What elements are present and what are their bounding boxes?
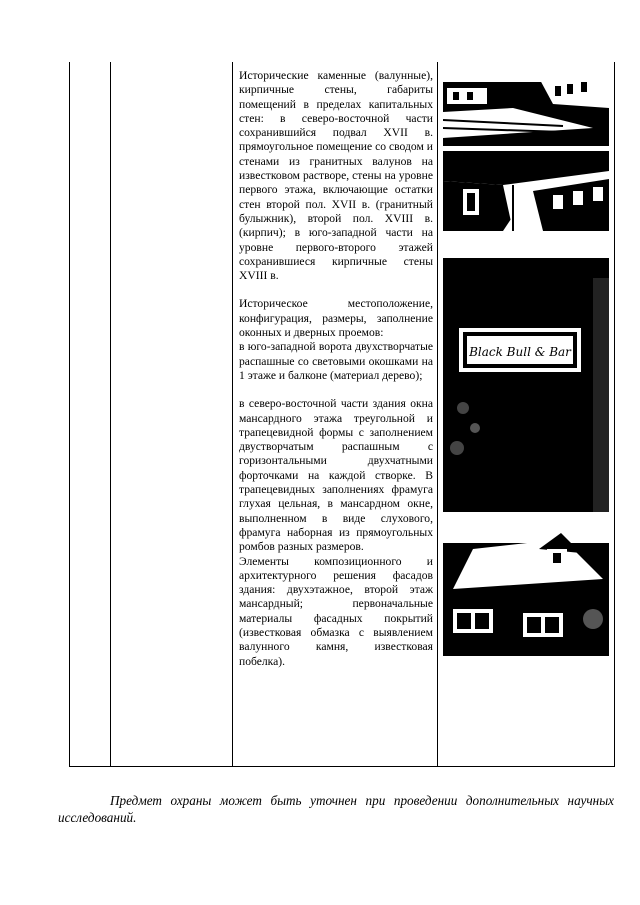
table-divider-1 [110,62,111,767]
paragraph-walls: Исторические каменные (валунные), кирпичные стены, габариты помещений в пределах капитальных стен: в северо-восточной части сохранившийся подвал XVII в. прямоугольное помещение со сводом и стенами из гранитных валунов на известковом растворе, стены на уровне первого этажа, включающие остатки стен второй пол. XVII в. (гранитный булыжник), второй пол. XVIII в. (кирпич); в юго-западной части на уровне первого-второго этажей сохранившиеся кирпичные стены XVIII в. [239,69,433,283]
table-border-left [69,62,70,767]
table-border-right [614,62,615,767]
table-divider-2 [232,62,233,767]
protection-description [239,69,433,669]
photo-building [443,519,609,656]
paragraph-gates: в юго-западной ворота двухстворчатые распашные со световыми окошками на 1 этаже и балконе (материал дерево); [239,340,433,382]
sign-text: Black Bull & Bar [469,345,571,359]
photo-bar-sign [443,258,609,512]
paragraph-openings-heading: Историческое местоположение, конфигурация, размеры, заполнение оконных и дверных проемов: [239,297,433,340]
paragraph-facades: Элементы композиционного и архитектурного решения фасадов здания: двухэтажное, второй этаж мансардный; первоначальные материалы фасадных покрытий (известковая обмазка с выявлением валунного камня, известковая побелка). [239,554,433,668]
photo-arcade [443,151,609,231]
paragraph-windows: в северо-восточной части здания окна мансардного этажа треугольной и трапецевидной формы с заполнением двустворчатым распашным с горизонтальными двухчатными форточками на каждой створке. В трапецевидных заполнениях фрамуга глухая цельная, в мансардном окне, выполненном в виде слухового, фрамуга наборная из прямоугольных ромбов разных размеров. [239,397,433,554]
table-border-bottom [69,766,615,767]
footnote: Предмет охраны может быть уточнен при проведении дополнительных научных исследований. [58,793,614,826]
photo-courtyard [443,68,609,146]
table-divider-3 [437,62,438,767]
